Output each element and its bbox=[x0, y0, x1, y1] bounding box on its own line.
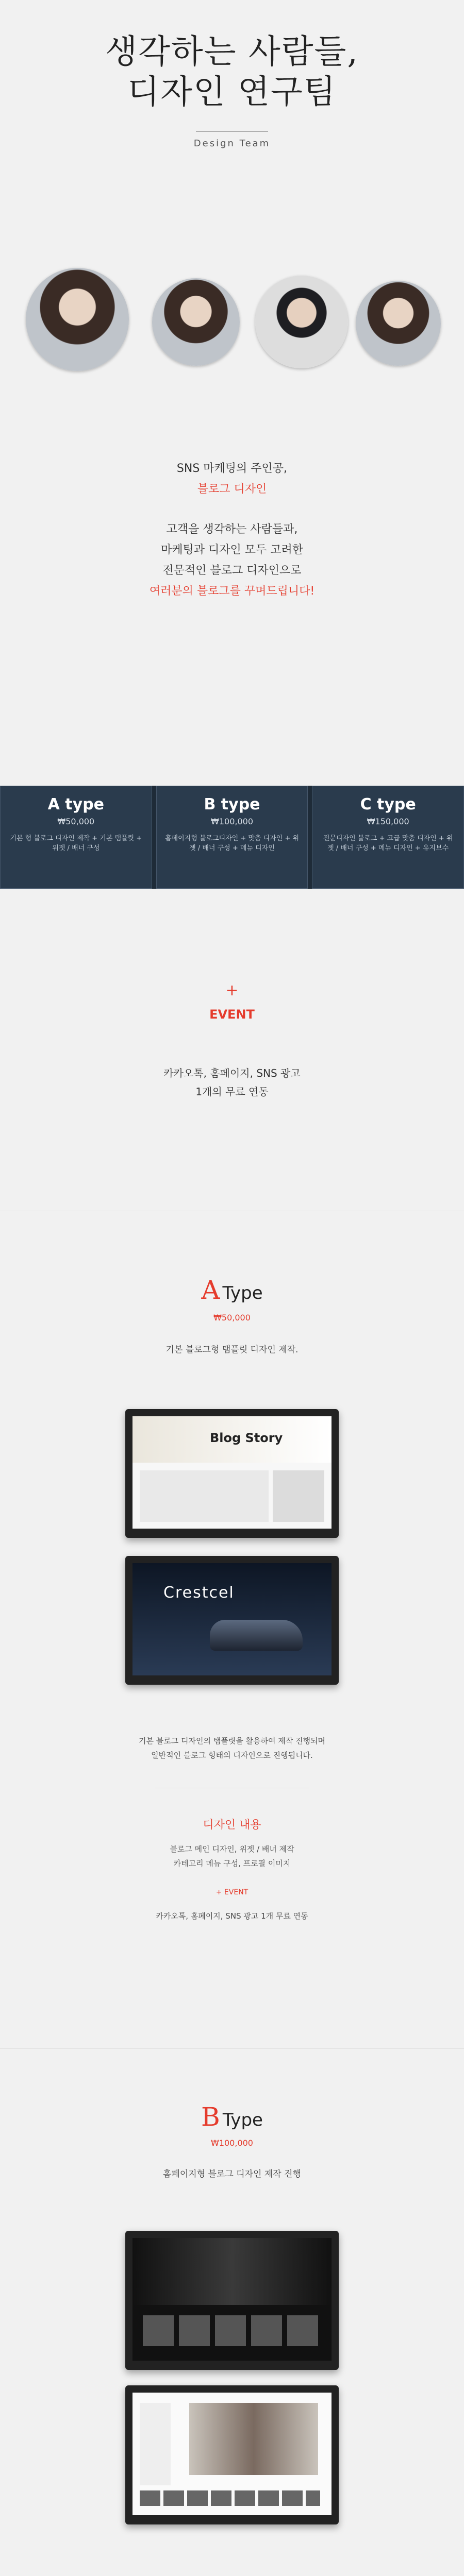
section-event-line: 카카오톡, 홈페이지, SNS 광고 1개 무료 연동 bbox=[156, 1911, 308, 1921]
section-word: Type bbox=[222, 1283, 263, 1303]
avatar bbox=[26, 268, 129, 371]
section-letter: A bbox=[201, 1275, 220, 1305]
section-desc-line: 일반적인 블로그 형태의 디자인으로 진행됩니다. bbox=[151, 1751, 313, 1760]
intro-highlight: 블로그 디자인 bbox=[197, 483, 267, 496]
event-line: 카카오톡, 홈페이지, SNS 광고 bbox=[163, 1067, 301, 1079]
detail-line: 카테고리 메뉴 구성, 프로필 이미지 bbox=[173, 1859, 291, 1868]
section-event-label: + EVENT bbox=[216, 1888, 248, 1896]
preview-title: Blog Story bbox=[210, 1431, 283, 1445]
type-price: ₩150,000 bbox=[367, 817, 409, 826]
type-name: B type bbox=[204, 795, 260, 814]
preview-screen bbox=[132, 1563, 332, 1675]
type-card-b[interactable] bbox=[156, 786, 308, 889]
type-panels bbox=[0, 786, 464, 889]
preview-sidebar bbox=[273, 1470, 324, 1522]
type-desc: 홈페이지형 블로그디자인 + 맞춤 디자인 + 위젯 / 배너 구성 + 메뉴 디자인 bbox=[164, 835, 300, 852]
preview-screen bbox=[132, 2393, 332, 2515]
preview-content bbox=[140, 1470, 269, 1522]
hero-divider bbox=[196, 131, 268, 132]
section-price: ₩50,000 bbox=[213, 1313, 251, 1323]
preview-title: Crestcel bbox=[163, 1584, 235, 1602]
preview-car bbox=[210, 1620, 303, 1651]
preview-banner bbox=[132, 2238, 332, 2305]
type-desc: 전문디자인 블로그 + 고급 맞춤 디자인 + 위젯 / 배너 구성 + 메뉴 디자인 + 유지보수 bbox=[323, 835, 453, 852]
avatar bbox=[152, 278, 240, 366]
preview-screen bbox=[132, 1416, 332, 1529]
preview-photo bbox=[189, 2403, 318, 2475]
section-tagline: 홈페이지형 블로그 디자인 제작 진행 bbox=[163, 2169, 301, 2179]
type-desc: 기본 형 블로그 디자인 제작 + 기본 탬플릿 + 위젯 / 배너 구성 bbox=[10, 835, 142, 852]
type-price: ₩50,000 bbox=[57, 817, 95, 826]
hero-title-line1: 생각하는 사람들, bbox=[105, 33, 359, 71]
section-tagline: 기본 블로그형 탬플릿 디자인 제작. bbox=[165, 1345, 299, 1355]
intro-block bbox=[0, 459, 464, 602]
preview-monitor bbox=[125, 2385, 339, 2524]
intro-line: 고객을 생각하는 사람들과, bbox=[166, 523, 298, 536]
hero-title bbox=[0, 32, 464, 112]
section-word: Type bbox=[222, 2110, 263, 2130]
hero-subtitle: Design Team bbox=[193, 138, 271, 149]
detail-line: 블로그 메인 디자인, 위젯 / 배너 제작 bbox=[170, 1844, 294, 1854]
event-plus: + bbox=[225, 981, 239, 999]
detail-list bbox=[0, 1842, 464, 1871]
avatar bbox=[356, 281, 441, 366]
preview-monitor bbox=[125, 1556, 339, 1685]
intro-line: 전문적인 블로그 디자인으로 bbox=[162, 564, 302, 577]
intro-highlight: 여러분의 블로그를 꾸며드립니다! bbox=[149, 585, 315, 598]
preview-sidebar bbox=[140, 2403, 171, 2485]
preview-screen bbox=[132, 2238, 332, 2361]
intro-line: 마케팅과 디자인 모두 고려한 bbox=[160, 544, 303, 556]
preview-thumbs bbox=[140, 2490, 320, 2506]
type-card-a[interactable] bbox=[0, 786, 152, 889]
section-desc-line: 기본 블로그 디자인의 탬플릿을 활용하여 제작 진행되며 bbox=[139, 1736, 325, 1745]
preview-thumbs bbox=[143, 2315, 318, 2346]
hero-title-line2: 디자인 연구팀 bbox=[127, 73, 337, 111]
section-a-heading bbox=[0, 1275, 464, 1305]
preview-monitor bbox=[125, 2231, 339, 2370]
event-line: 1개의 무료 연동 bbox=[195, 1086, 269, 1098]
event-label: EVENT bbox=[209, 1007, 255, 1022]
section-price: ₩100,000 bbox=[211, 2138, 253, 2148]
intro-line: SNS 마케팅의 주인공, bbox=[176, 462, 288, 475]
preview-monitor bbox=[125, 1409, 339, 1538]
avatar bbox=[255, 276, 348, 368]
detail-title: 디자인 내용 bbox=[203, 1819, 261, 1832]
section-desc bbox=[0, 1734, 464, 1762]
type-name: A type bbox=[47, 795, 105, 814]
type-card-c[interactable] bbox=[312, 786, 464, 889]
type-name: C type bbox=[360, 795, 416, 814]
type-price: ₩100,000 bbox=[211, 817, 253, 826]
section-b-heading bbox=[0, 2102, 464, 2132]
event-desc bbox=[0, 1064, 464, 1101]
section-letter: B bbox=[201, 2102, 220, 2132]
